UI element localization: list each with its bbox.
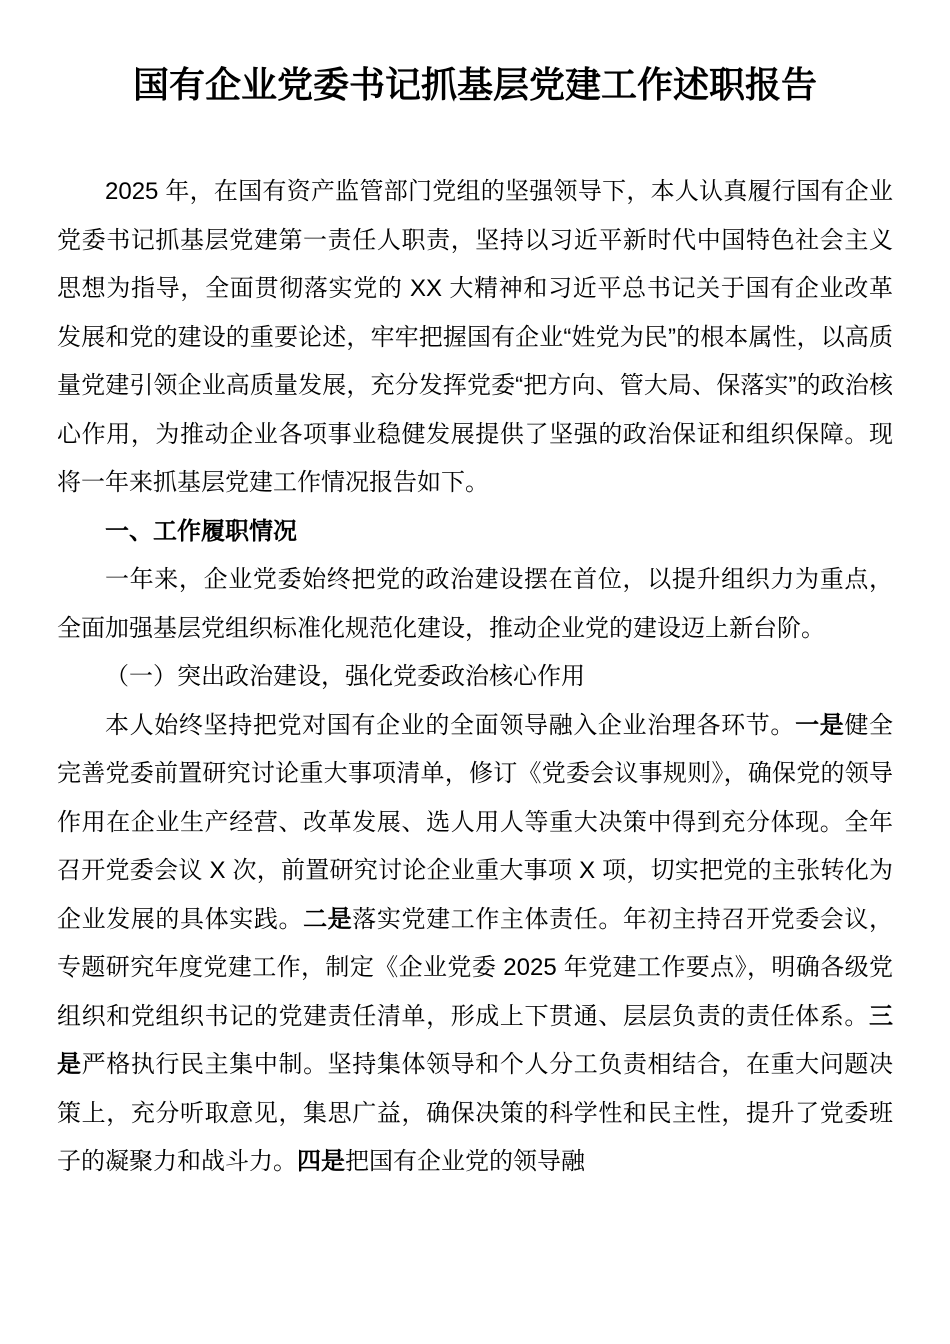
text-run: 一年来，企业党委始终把党的政治建设摆在首位，以提升组织力为重点，全面加强基层党组织标准化规范化建设，推动企业党的建设迈上新台阶。 xyxy=(57,566,893,642)
document-body xyxy=(57,168,893,1187)
paragraph xyxy=(57,168,893,508)
text-run: 落实党建工作主体责任。年初主持召开党委会议，专题研究年度党建工作，制定《企业党委 2025 年党建工作要点》，明确各级党组织和党组织书记的党建责任清单，形成上下贯通、层层负责的责任体系。 xyxy=(57,905,894,1030)
paragraph xyxy=(57,702,893,1187)
section-heading xyxy=(57,653,893,702)
bold-text-run: 三是 xyxy=(57,1002,893,1078)
bold-text-run: 一、工作履职情况 xyxy=(105,517,297,545)
document-title: 国有企业党委书记抓基层党建工作述职报告 xyxy=(132,64,817,105)
bold-text-run: 一是 xyxy=(795,711,845,739)
bold-text-run: 二是 xyxy=(303,905,353,933)
text-run: （一）突出政治建设，强化党委政治核心作用 xyxy=(105,663,585,690)
text-run: 把国有企业党的领导融 xyxy=(345,1148,585,1175)
text-run: 2025 年，在国有资产监管部门党组的坚强领导下，本人认真履行国有企业党委书记抓基层党建第一责任人职责，坚持以习近平新时代中国特色社会主义思想为指导，全面贯彻落实党的 XX 大精神和习近平总书记关于国有企业改革发展和党的建设的重要论述，牢牢把握国有企业“姓党为民”的根本属性，以高质量党建引领企业高质量发展，充分发挥党委“把方向、管大局、保落实”的政治核心作用，为推动企业各项事业稳健发展提供了坚强的政治保证和组织保障。现将一年来抓基层党建工作情况报告如下。 xyxy=(57,178,893,496)
paragraph xyxy=(57,556,893,653)
text-run: 本人始终坚持把党对国有企业的全面领导融入企业治理各环节。 xyxy=(105,711,796,739)
bold-text-run: 四是 xyxy=(297,1148,345,1175)
text-run: 健全完善党委前置研究讨论重大事项清单，修订《党委会议事规则》，确保党的领导作用在企业生产经营、改革发展、选人用人等重大决策中得到充分体现。全年召开党委会议 X 次，前置研究讨论企业重大事项 X 项，切实把党的主张转化为企业发展的具体实践。 xyxy=(57,711,894,933)
text-run: 严格执行民主集中制。坚持集体领导和个人分工负责相结合，在重大问题决策上，充分听取意见，集思广益，确保决策的科学性和民主性，提升了党委班子的凝聚力和战斗力。 xyxy=(57,1051,894,1175)
section-heading xyxy=(57,508,893,557)
